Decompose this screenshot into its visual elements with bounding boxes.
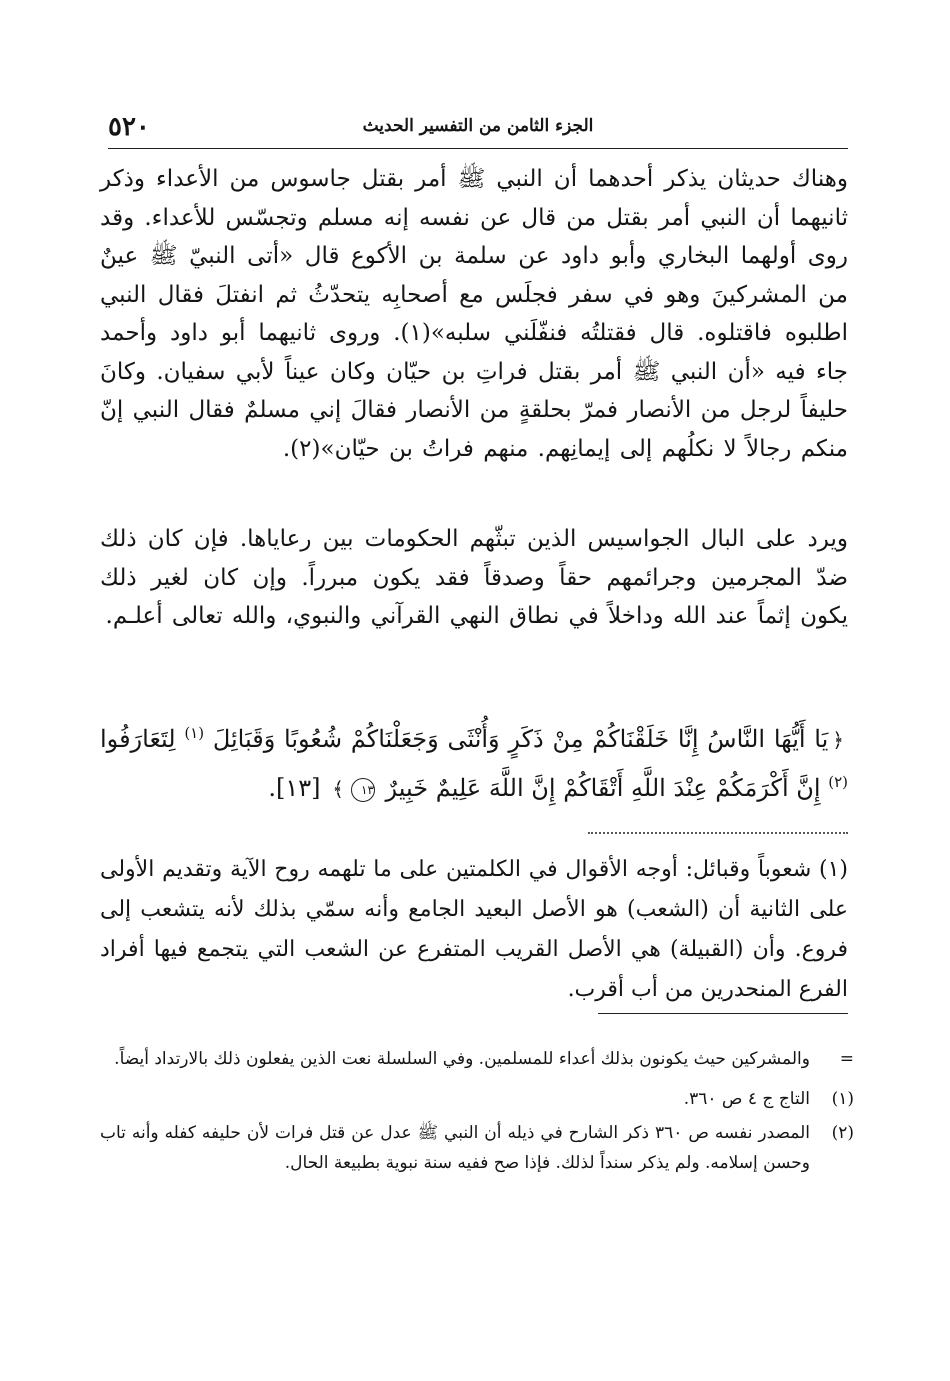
verse-text-part-3: إِنَّ أَكْرَمَكُمْ عِنْدَ اللَّهِ أَتْقَاكُمْ إِنَّ اللَّهَ عَلِيمٌ خَبِيرٌ	[385, 774, 821, 802]
verse-text-part-1: يَا أَيُّهَا النَّاسُ إِنَّا خَلَقْنَاكُمْ مِنْ ذَكَرٍ وَأُنْثَى وَجَعَلْنَاكُمْ شُعُوبًا وَقَبَائِلَ	[212, 725, 829, 753]
footnote-text: المصدر نفسه ص ٣٦٠ ذكر الشارح في ذيله أن النبي ﷺ عدل عن قتل فرات لأن حليفه كفله وأنه تاب وحسن إسلامه. ولم يذكر سنداً لذلك. فإذا صح ففيه سنة نبوية بطبيعة الحال.	[100, 1123, 810, 1173]
body-paragraph-2: ويرد على البال الجواسيس الذين تبثّهم الحكومات بين رعاياها. فإن كان ذلك ضدّ المجرمين وجرائمهم حقاً وصدقاً فقد يكون مبرراً. وإن كان لغير ذلك يكون إثماً عند الله وداخلاً في نطاق النهي القرآني والنبوي، والله تعالى أعلـم.	[100, 526, 848, 629]
page-header	[108, 112, 848, 149]
body-paragraph-1: وهناك حديثان يذكر أحدهما أن النبي ﷺ أمر بقتل جاسوس من الأعداء وذكر ثانيهما أن النبي أمر بقتل من قال عن نفسه إنه مسلم وتجسّس للأعداء. وقد روى أولهما البخاري وأبو داود عن سلمة بن الأكوع قال «أتى النبيّ ﷺ عينٌ من المشركينَ وهو في سفر فجلَس مع أصحابِه يتحدّثُ ثم انفتلَ فقال النبي اطلبوه فاقتلوه. قال فقتلتُه فنفّلَني سلبه»(١). وروى ثانيهما أبو داود وأحمد جاء فيه «أن النبي ﷺ أمر بقتل فراتِ بن حيّان وكان عيناً لأبي سفيان. وكانَ حليفاً لرجل من الأنصار فمرّ بحلقةٍ من الأنصار فقالَ إني مسلمٌ فقال النبي إنّ منكم رجالاً لا نكلُهم إلى إيمانِهم. منهم فراتُ بن حيّان»(٢).	[100, 166, 848, 462]
footnote-text: والمشركين حيث يكونون بذلك أعداء للمسلمين. وفي السلسلة نعت الذين يفعلون ذلك بالارتداد أيضاً.	[114, 1049, 810, 1069]
verse-open-bracket: ﴿	[832, 728, 844, 752]
page-number: ٥٢٠	[108, 112, 150, 142]
footnote-continuation	[100, 1044, 854, 1074]
footnote-marker: (١)	[831, 1089, 854, 1109]
footnote-1	[100, 1084, 854, 1114]
verse-close-bracket: ﴾	[332, 777, 344, 801]
verse-footnote-ref-2: (٢)	[828, 773, 848, 791]
footnote-text: التاج ج ٤ ص ٣٦٠.	[683, 1089, 810, 1109]
dotted-separator	[588, 832, 848, 834]
verse-note: (١) شعوباً وقبائل: أوجه الأقوال في الكلمتين على ما تلهمه روح الآية وتقديم الأولى على الثانية أن (الشعب) هو الأصل البعيد الجامع وأنه سمّي بذلك لأنه يتشعب إلى فروع. وأن (القبيلة) هي الأصل القريب المتفرع عن الشعب التي يتجمع فيها أفراد الفرع المنحدرين من أب أقرب.	[100, 857, 848, 1002]
running-title: الجزء الثامن من التفسير الحديث	[362, 116, 594, 136]
verse-reference: [١٣].	[268, 774, 321, 802]
footnotes	[100, 1044, 854, 1182]
verse-footnote-ref-1: (١)	[184, 724, 205, 742]
verse-text-part-2: لِتَعَارَفُوا	[100, 725, 176, 753]
ayah-number-marker: ١٣	[351, 778, 375, 802]
footnote-marker: (٢)	[831, 1123, 854, 1143]
footnote-2	[100, 1118, 854, 1178]
footnote-rule	[598, 1013, 848, 1014]
quran-verse	[100, 712, 848, 810]
footnote-marker: =	[839, 1049, 854, 1069]
